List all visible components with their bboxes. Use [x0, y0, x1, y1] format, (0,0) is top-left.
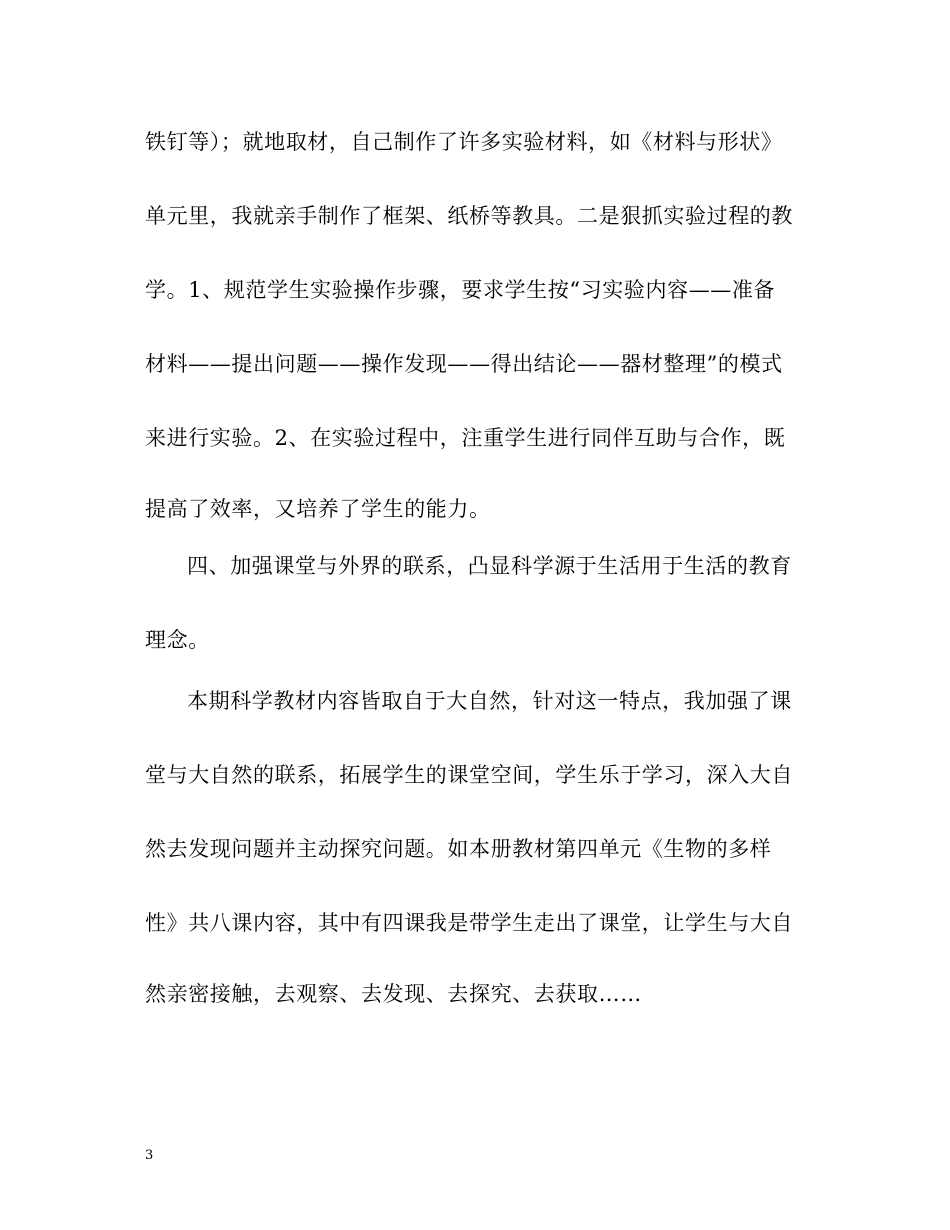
paragraph-line-5: 然亲密接触，去观察、去发现、去探究、去获取……	[145, 982, 642, 1006]
paragraph-line-2: 堂与大自然的联系，拓展学生的课堂空间，学生乐于学习，深入大自	[145, 763, 793, 787]
text-line-4: 材料——提出问题——操作发现——得出结论——器材整理”的模式	[145, 352, 783, 376]
text-line-3: 学。1、规范学生实验操作步骤，要求学生按“习实验内容——准备	[145, 278, 776, 302]
text-line-5: 来进行实验。2、在实验过程中，注重学生进行同伴互助与合作，既	[145, 426, 786, 450]
page-number: 3	[145, 1148, 154, 1163]
section-heading-line-1: 四、加强课堂与外界的联系，凸显科学源于生活用于生活的教育	[187, 554, 792, 578]
text-line-6: 提高了效率，又培养了学生的能力。	[145, 497, 491, 521]
paragraph-line-4: 性》共八课内容，其中有四课我是带学生走出了课堂，让学生与大自	[145, 911, 793, 935]
paragraph-line-3: 然去发现问题并主动探究问题。如本册教材第四单元《生物的多样	[145, 837, 772, 861]
text-line-1: 铁钉等）；就地取材，自己制作了许多实验材料，如《材料与形状》	[145, 130, 783, 154]
text-line-2: 单元里，我就亲手制作了框架、纸桥等教具。二是狠抓实验过程的教	[145, 204, 793, 228]
section-heading-line-2: 理念。	[145, 628, 210, 652]
paragraph-line-1: 本期科学教材内容皆取自于大自然，针对这一特点，我加强了课	[187, 689, 792, 713]
